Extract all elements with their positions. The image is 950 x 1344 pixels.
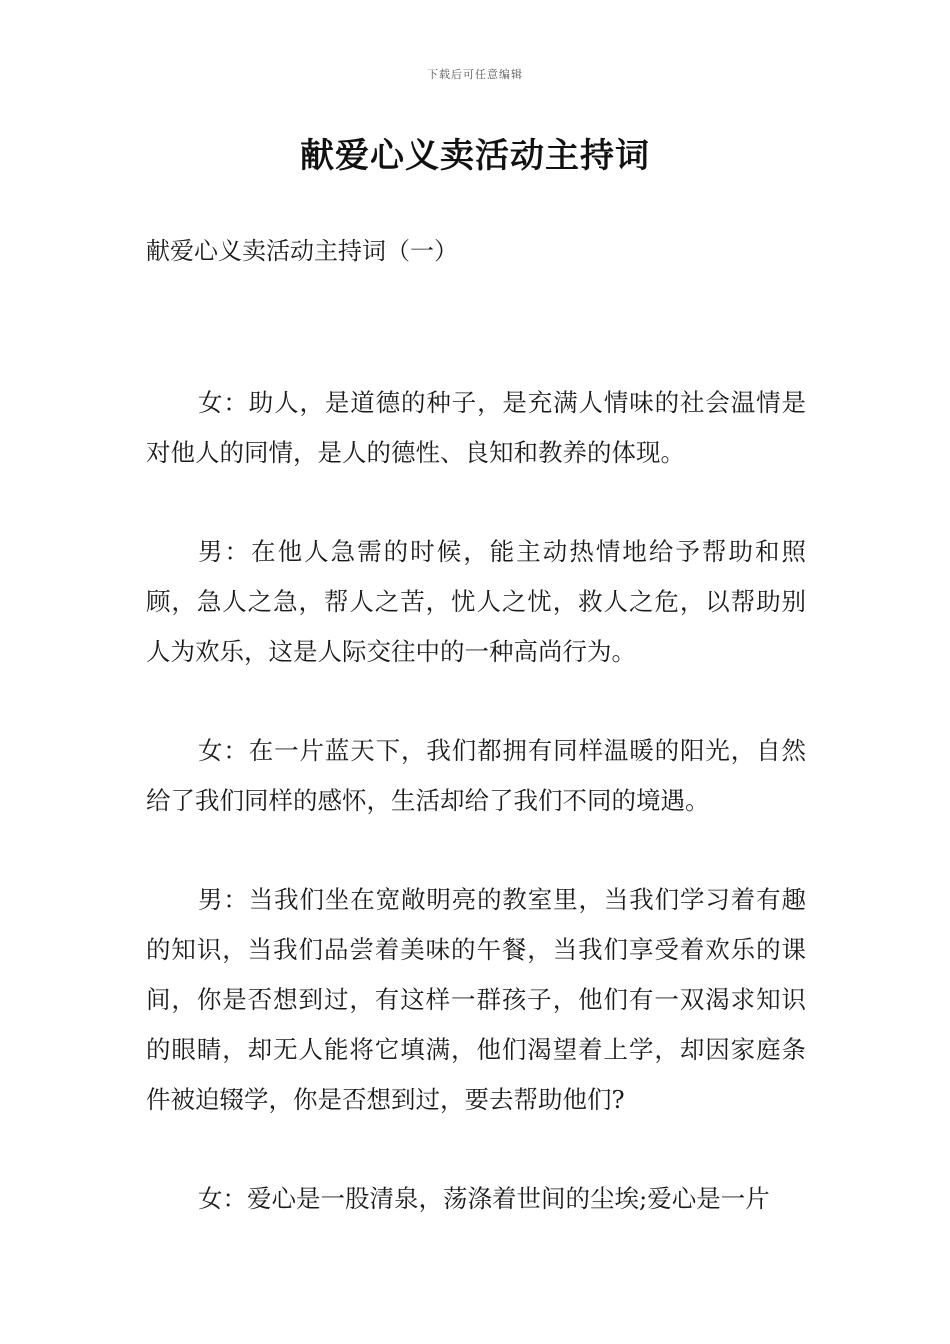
document-title: 献爱心义卖活动主持词 [300,136,650,176]
header-note: 下载后可任意编辑 [427,68,523,81]
paragraph: 男：在他人急需的时候，能主动热情地给予帮助和照顾，急人之急，帮人之苦，忧人之忧，救人之危，以帮助别人为欢乐，这是人际交往中的一种高尚行为。 [146,537,806,666]
body-text [146,378,806,1273]
section-subtitle: 献爱心义卖活动主持词（一） [146,237,458,265]
paragraph: 女：在一片蓝天下，我们都拥有同样温暖的阳光，自然给了我们同样的感怀，生活却给了我们不同的境遇。 [146,736,806,815]
paragraph: 女：助人，是道德的种子，是充满人情味的社会温情是对他人的同情，是人的德性、良知和教养的体现。 [146,388,806,467]
paragraph: 女：爱心是一股清泉，荡涤着世间的尘埃;爱心是一片 [198,1184,770,1213]
paragraph: 男：当我们坐在宽敞明亮的教室里，当我们学习着有趣的知识，当我们品尝着美味的午餐，当我们享受着欢乐的课间，你是否想到过，有这样一群孩子，他们有一双渴求知识的眼睛，却无人能将它填满，他们渴望着上学，却因家庭条件被迫辍学，你是否想到过，要去帮助他们? [146,885,806,1114]
